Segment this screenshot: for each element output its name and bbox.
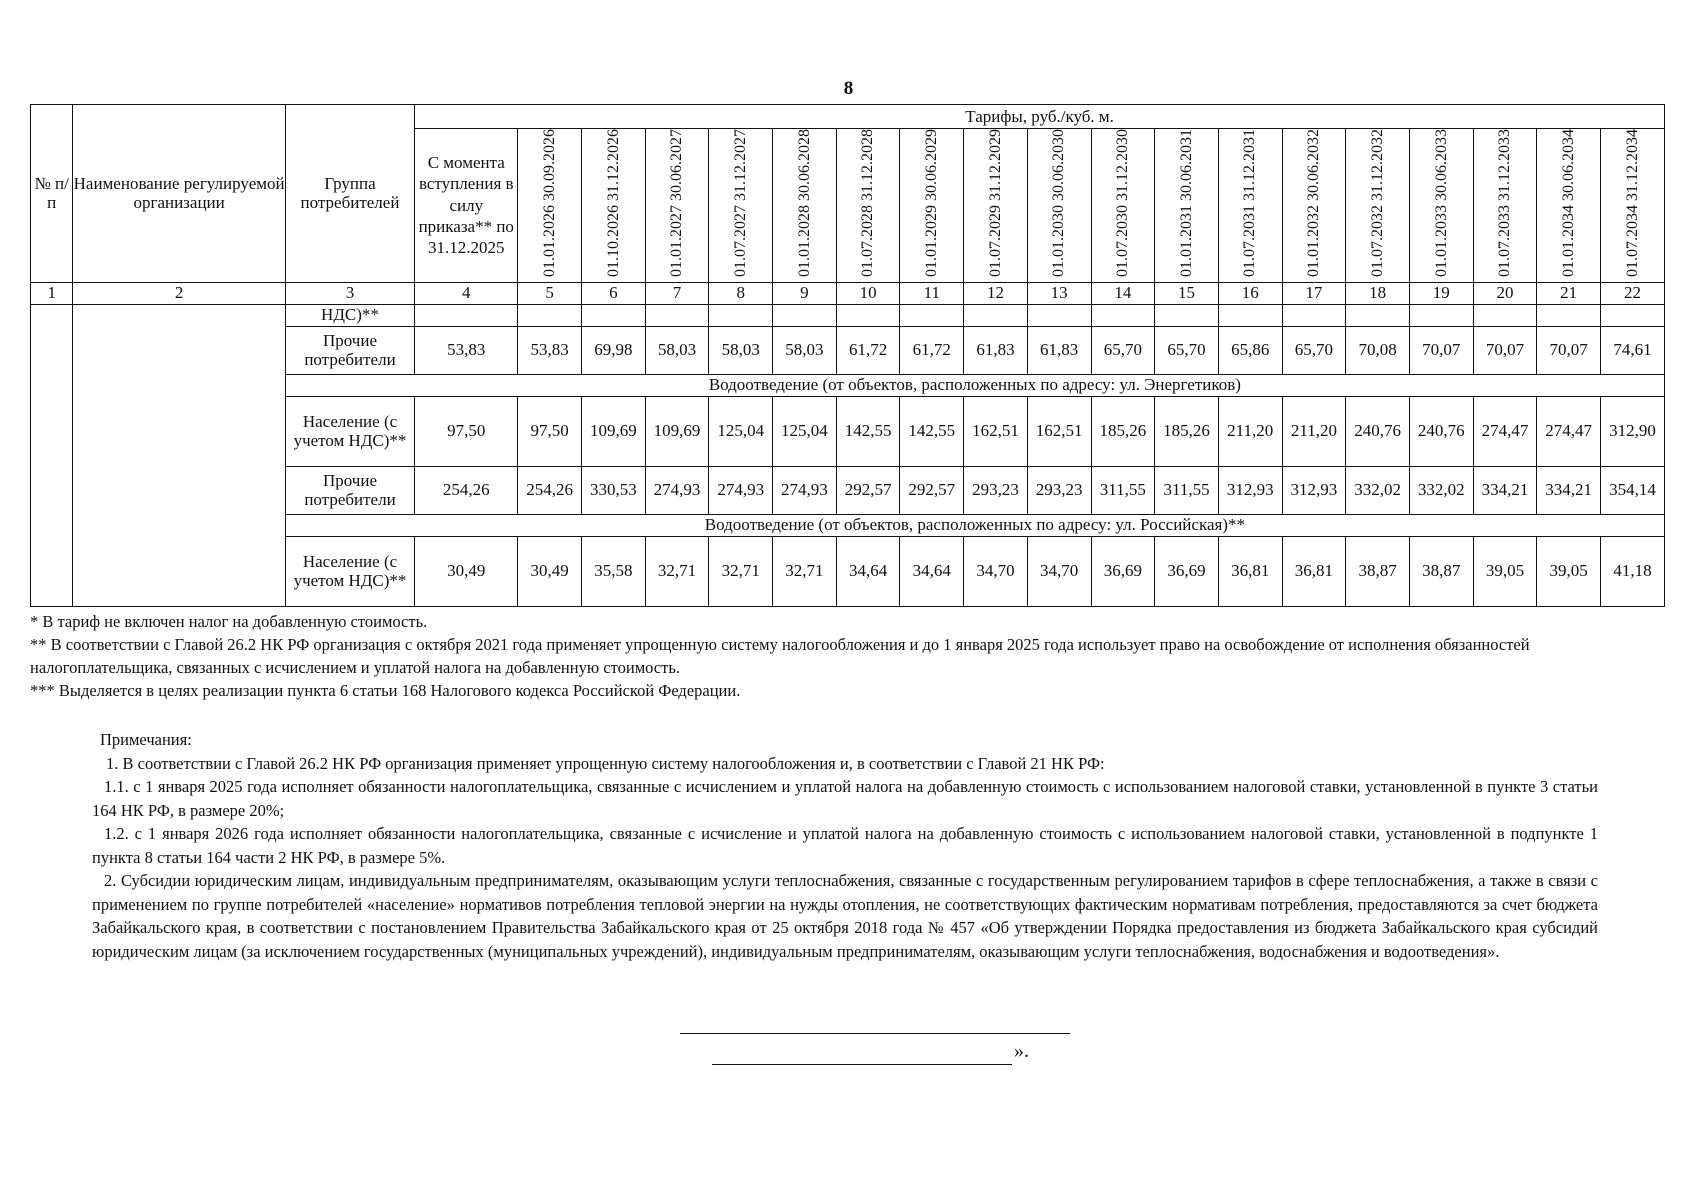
- num-cell: [31, 304, 73, 606]
- column-number: 4: [415, 282, 518, 304]
- separator-line: [680, 1033, 1070, 1034]
- group-cell: Прочие потребители: [285, 326, 414, 374]
- closing-quote: ».: [1014, 1040, 1029, 1062]
- header-period: [645, 129, 709, 283]
- value-cell: 70,07: [1537, 326, 1601, 374]
- value-cell: 70,08: [1346, 326, 1410, 374]
- value-cell: 74,61: [1601, 326, 1665, 374]
- value-cell: 61,83: [1027, 326, 1091, 374]
- column-number: 6: [582, 282, 646, 304]
- value-cell: 292,57: [900, 466, 964, 514]
- value-cell: 162,51: [964, 396, 1028, 466]
- header-period: [1473, 129, 1537, 283]
- note-1-2: 1.2. с 1 января 2026 года исполняет обязанности налогоплательщика, связанные с исчисление и уплатой налога на добавленную стоимость с использованием налоговой ставки, установленной в подпункте 1 пункта 8 статьи 164 части 2 НК РФ, в размере 5%.: [92, 824, 1598, 867]
- value-cell: 332,02: [1346, 466, 1410, 514]
- value-cell: 58,03: [645, 326, 709, 374]
- period-label: 01.01.2034 30.06.2034: [1559, 129, 1577, 277]
- period-label: 01.01.2026 30.09.2026: [540, 129, 558, 277]
- value-cell: 34,70: [964, 536, 1028, 606]
- header-period: [836, 129, 900, 283]
- value-cell: 274,93: [773, 466, 837, 514]
- header-period: [1091, 129, 1155, 283]
- group-cell: НДС)**: [285, 304, 414, 326]
- value-cell: 274,47: [1537, 396, 1601, 466]
- header-period: [773, 129, 837, 283]
- column-number: 18: [1346, 282, 1410, 304]
- value-cell: 39,05: [1537, 536, 1601, 606]
- value-cell: 125,04: [773, 396, 837, 466]
- value-cell: 34,70: [1027, 536, 1091, 606]
- value-cell: 334,21: [1473, 466, 1537, 514]
- value-cell: 240,76: [1346, 396, 1410, 466]
- header-period: [964, 129, 1028, 283]
- value-cell: 36,69: [1091, 536, 1155, 606]
- section-title: Водоотведение (от объектов, расположенных по адресу: ул. Российская)**: [285, 514, 1664, 536]
- column-number: 10: [836, 282, 900, 304]
- value-cell: 70,07: [1473, 326, 1537, 374]
- value-cell: 142,55: [836, 396, 900, 466]
- value-cell: 311,55: [1155, 466, 1219, 514]
- header-period: [1601, 129, 1665, 283]
- value-cell: 39,05: [1473, 536, 1537, 606]
- value-cell: 61,83: [964, 326, 1028, 374]
- value-cell: 293,23: [1027, 466, 1091, 514]
- footnote: ** В соответствии с Главой 26.2 НК РФ организация с октября 2021 года применяет упрощенную систему налогообложения и до 1 января 2025 года использует право на освобождение от исполнения обязанностей налогоплательщика, связанных с исчислением и уплатой налога на добавленную стоимость.: [30, 635, 1530, 677]
- period-label: 01.07.2032 31.12.2032: [1368, 129, 1386, 277]
- header-period: [1155, 129, 1219, 283]
- group-cell: Население (с учетом НДС)**: [285, 536, 414, 606]
- value-cell: 36,81: [1218, 536, 1282, 606]
- column-number: 19: [1409, 282, 1473, 304]
- value-cell: 65,70: [1155, 326, 1219, 374]
- value-cell: 354,14: [1601, 466, 1665, 514]
- value-cell: 32,71: [709, 536, 773, 606]
- value-cell: 312,93: [1282, 466, 1346, 514]
- page-number: 8: [843, 78, 854, 99]
- period-label: 01.01.2033 30.06.2033: [1432, 129, 1450, 277]
- value-cell: 36,81: [1282, 536, 1346, 606]
- column-number: 1: [31, 282, 73, 304]
- column-number: 8: [709, 282, 773, 304]
- column-number: 12: [964, 282, 1028, 304]
- section-title: Водоотведение (от объектов, расположенных по адресу: ул. Энергетиков): [285, 374, 1664, 396]
- column-number: 16: [1218, 282, 1282, 304]
- value-cell: 32,71: [645, 536, 709, 606]
- header-period: [900, 129, 964, 283]
- column-number: 7: [645, 282, 709, 304]
- value-cell: 41,18: [1601, 536, 1665, 606]
- org-cell: [73, 304, 285, 606]
- column-number: 21: [1537, 282, 1601, 304]
- column-number: 17: [1282, 282, 1346, 304]
- value-cell: 38,87: [1409, 536, 1473, 606]
- value-cell: 35,58: [582, 536, 646, 606]
- period-label: 01.01.2028 30.06.2028: [795, 129, 813, 277]
- value-cell: 38,87: [1346, 536, 1410, 606]
- period-label: 01.01.2031 30.06.2031: [1177, 129, 1195, 277]
- header-period: [1409, 129, 1473, 283]
- value-cell: 36,69: [1155, 536, 1219, 606]
- period-label: 01.07.2033 31.12.2033: [1496, 129, 1514, 277]
- value-cell: 332,02: [1409, 466, 1473, 514]
- period-label: 01.01.2032 30.06.2032: [1305, 129, 1323, 277]
- value-cell: 70,07: [1409, 326, 1473, 374]
- column-number: 9: [773, 282, 837, 304]
- column-number: 2: [73, 282, 285, 304]
- header-period: [1346, 129, 1410, 283]
- notes: [92, 728, 1598, 963]
- value-cell: 292,57: [836, 466, 900, 514]
- signature-line: [712, 1064, 1012, 1065]
- header-period: [1027, 129, 1091, 283]
- header-tariffs: Тарифы, руб./куб. м.: [415, 105, 1665, 129]
- value-cell: 32,71: [773, 536, 837, 606]
- period-label: 01.07.2027 31.12.2027: [731, 129, 749, 277]
- note-2: 2. Субсидии юридическим лицам, индивидуальным предпринимателям, оказывающим услуги теплоснабжения, связанные с государственным регулированием тарифов в сфере теплоснабжения, а также в связи с применением по группе потребителей «население» нормативов потребления тепловой энергии на нужды отопления, не соответствующих фактическим нормативам потребления, предоставляются за счет бюджета Забайкальского края, в соответствии с постановлением Правительства Забайкальского края от 25 октября 2018 года № 457 «Об утверждении Порядка предоставления из бюджета Забайкальского края субсидий юридическим лицам (за исключением государственных (муниципальных учреждений), индивидуальным предпринимателям, оказывающим услуги теплоснабжения, водоснабжения и водоотведения».: [92, 871, 1598, 961]
- group-cell: Население (с учетом НДС)**: [285, 396, 414, 466]
- value-cell: 185,26: [1091, 396, 1155, 466]
- header-period: [582, 129, 646, 283]
- column-number: 5: [518, 282, 582, 304]
- value-cell: 274,47: [1473, 396, 1537, 466]
- period-label: 01.10.2026 31.12.2026: [604, 129, 622, 277]
- value-cell: 65,70: [1091, 326, 1155, 374]
- column-number: 14: [1091, 282, 1155, 304]
- period-label: 01.07.2028 31.12.2028: [859, 129, 877, 277]
- value-cell: 240,76: [1409, 396, 1473, 466]
- tariff-table: [30, 104, 1665, 607]
- value-cell: 58,03: [709, 326, 773, 374]
- value-cell: 162,51: [1027, 396, 1091, 466]
- value-cell: 142,55: [900, 396, 964, 466]
- period-label: 01.01.2027 30.06.2027: [668, 129, 686, 277]
- footnote: * В тариф не включен налог на добавленную стоимость.: [30, 612, 428, 631]
- value-cell: 65,86: [1218, 326, 1282, 374]
- value-cell: 211,20: [1218, 396, 1282, 466]
- value-cell: 274,93: [645, 466, 709, 514]
- column-numbers-row: [31, 282, 1665, 304]
- header-period: [518, 129, 582, 283]
- period-label: 01.07.2030 31.12.2030: [1114, 129, 1132, 277]
- group-cell: Прочие потребители: [285, 466, 414, 514]
- value-cell: 311,55: [1091, 466, 1155, 514]
- column-number: 15: [1155, 282, 1219, 304]
- header-first-period: С момента вступления в силу приказа** по 31.12.2025: [415, 129, 518, 283]
- value-cell: 30,49: [415, 536, 518, 606]
- value-cell: 53,83: [415, 326, 518, 374]
- value-cell: 61,72: [836, 326, 900, 374]
- value-cell: 330,53: [582, 466, 646, 514]
- value-cell: 30,49: [518, 536, 582, 606]
- header-group: Группа потребителей: [285, 105, 414, 283]
- value-cell: 53,83: [518, 326, 582, 374]
- note-1-1: 1.1. с 1 января 2025 года исполняет обязанности налогоплательщика, связанные с исчислением и уплатой налога на добавленную стоимость с использованием налоговой ставки, установленной в пункте 3 статьи 164 НК РФ, в размере 20%;: [92, 777, 1598, 820]
- column-number: 13: [1027, 282, 1091, 304]
- period-label: 01.07.2034 31.12.2034: [1623, 129, 1641, 277]
- value-cell: 97,50: [518, 396, 582, 466]
- value-cell: 211,20: [1282, 396, 1346, 466]
- header-period: [709, 129, 773, 283]
- table-row: [31, 304, 1665, 326]
- column-number: 20: [1473, 282, 1537, 304]
- period-label: 01.01.2030 30.06.2030: [1050, 129, 1068, 277]
- value-cell: 58,03: [773, 326, 837, 374]
- header-row-1: [31, 105, 1665, 129]
- notes-title: Примечания:: [100, 730, 192, 749]
- value-cell: 254,26: [415, 466, 518, 514]
- value-cell: 334,21: [1537, 466, 1601, 514]
- period-label: 01.07.2029 31.12.2029: [986, 129, 1004, 277]
- value-cell: 185,26: [1155, 396, 1219, 466]
- header-org: Наименование регулируемой организации: [73, 105, 285, 283]
- value-cell: 312,93: [1218, 466, 1282, 514]
- value-cell: 254,26: [518, 466, 582, 514]
- header-period: [1537, 129, 1601, 283]
- value-cell: 97,50: [415, 396, 518, 466]
- column-number: 3: [285, 282, 414, 304]
- footnotes: [30, 610, 1670, 702]
- value-cell: 109,69: [645, 396, 709, 466]
- value-cell: 34,64: [900, 536, 964, 606]
- note-1: 1. В соответствии с Главой 26.2 НК РФ организация применяет упрощенную систему налогообложения и, в соответствии с Главой 21 НК РФ:: [106, 753, 1105, 773]
- footnote: *** Выделяется в целях реализации пункта 6 статьи 168 Налогового кодекса Российской Федерации.: [30, 681, 741, 700]
- header-period: [1282, 129, 1346, 283]
- value-cell: 312,90: [1601, 396, 1665, 466]
- value-cell: 34,64: [836, 536, 900, 606]
- value-cell: 125,04: [709, 396, 773, 466]
- value-cell: 65,70: [1282, 326, 1346, 374]
- value-cell: 109,69: [582, 396, 646, 466]
- value-cell: 69,98: [582, 326, 646, 374]
- value-cell: 274,93: [709, 466, 773, 514]
- column-number: 22: [1601, 282, 1665, 304]
- value-cell: 293,23: [964, 466, 1028, 514]
- period-label: 01.01.2029 30.06.2029: [923, 129, 940, 277]
- value-cell: 61,72: [900, 326, 964, 374]
- header-period: [1218, 129, 1282, 283]
- column-number: 11: [900, 282, 964, 304]
- header-num: № п/п: [31, 105, 73, 283]
- period-label: 01.07.2031 31.12.2031: [1241, 129, 1259, 277]
